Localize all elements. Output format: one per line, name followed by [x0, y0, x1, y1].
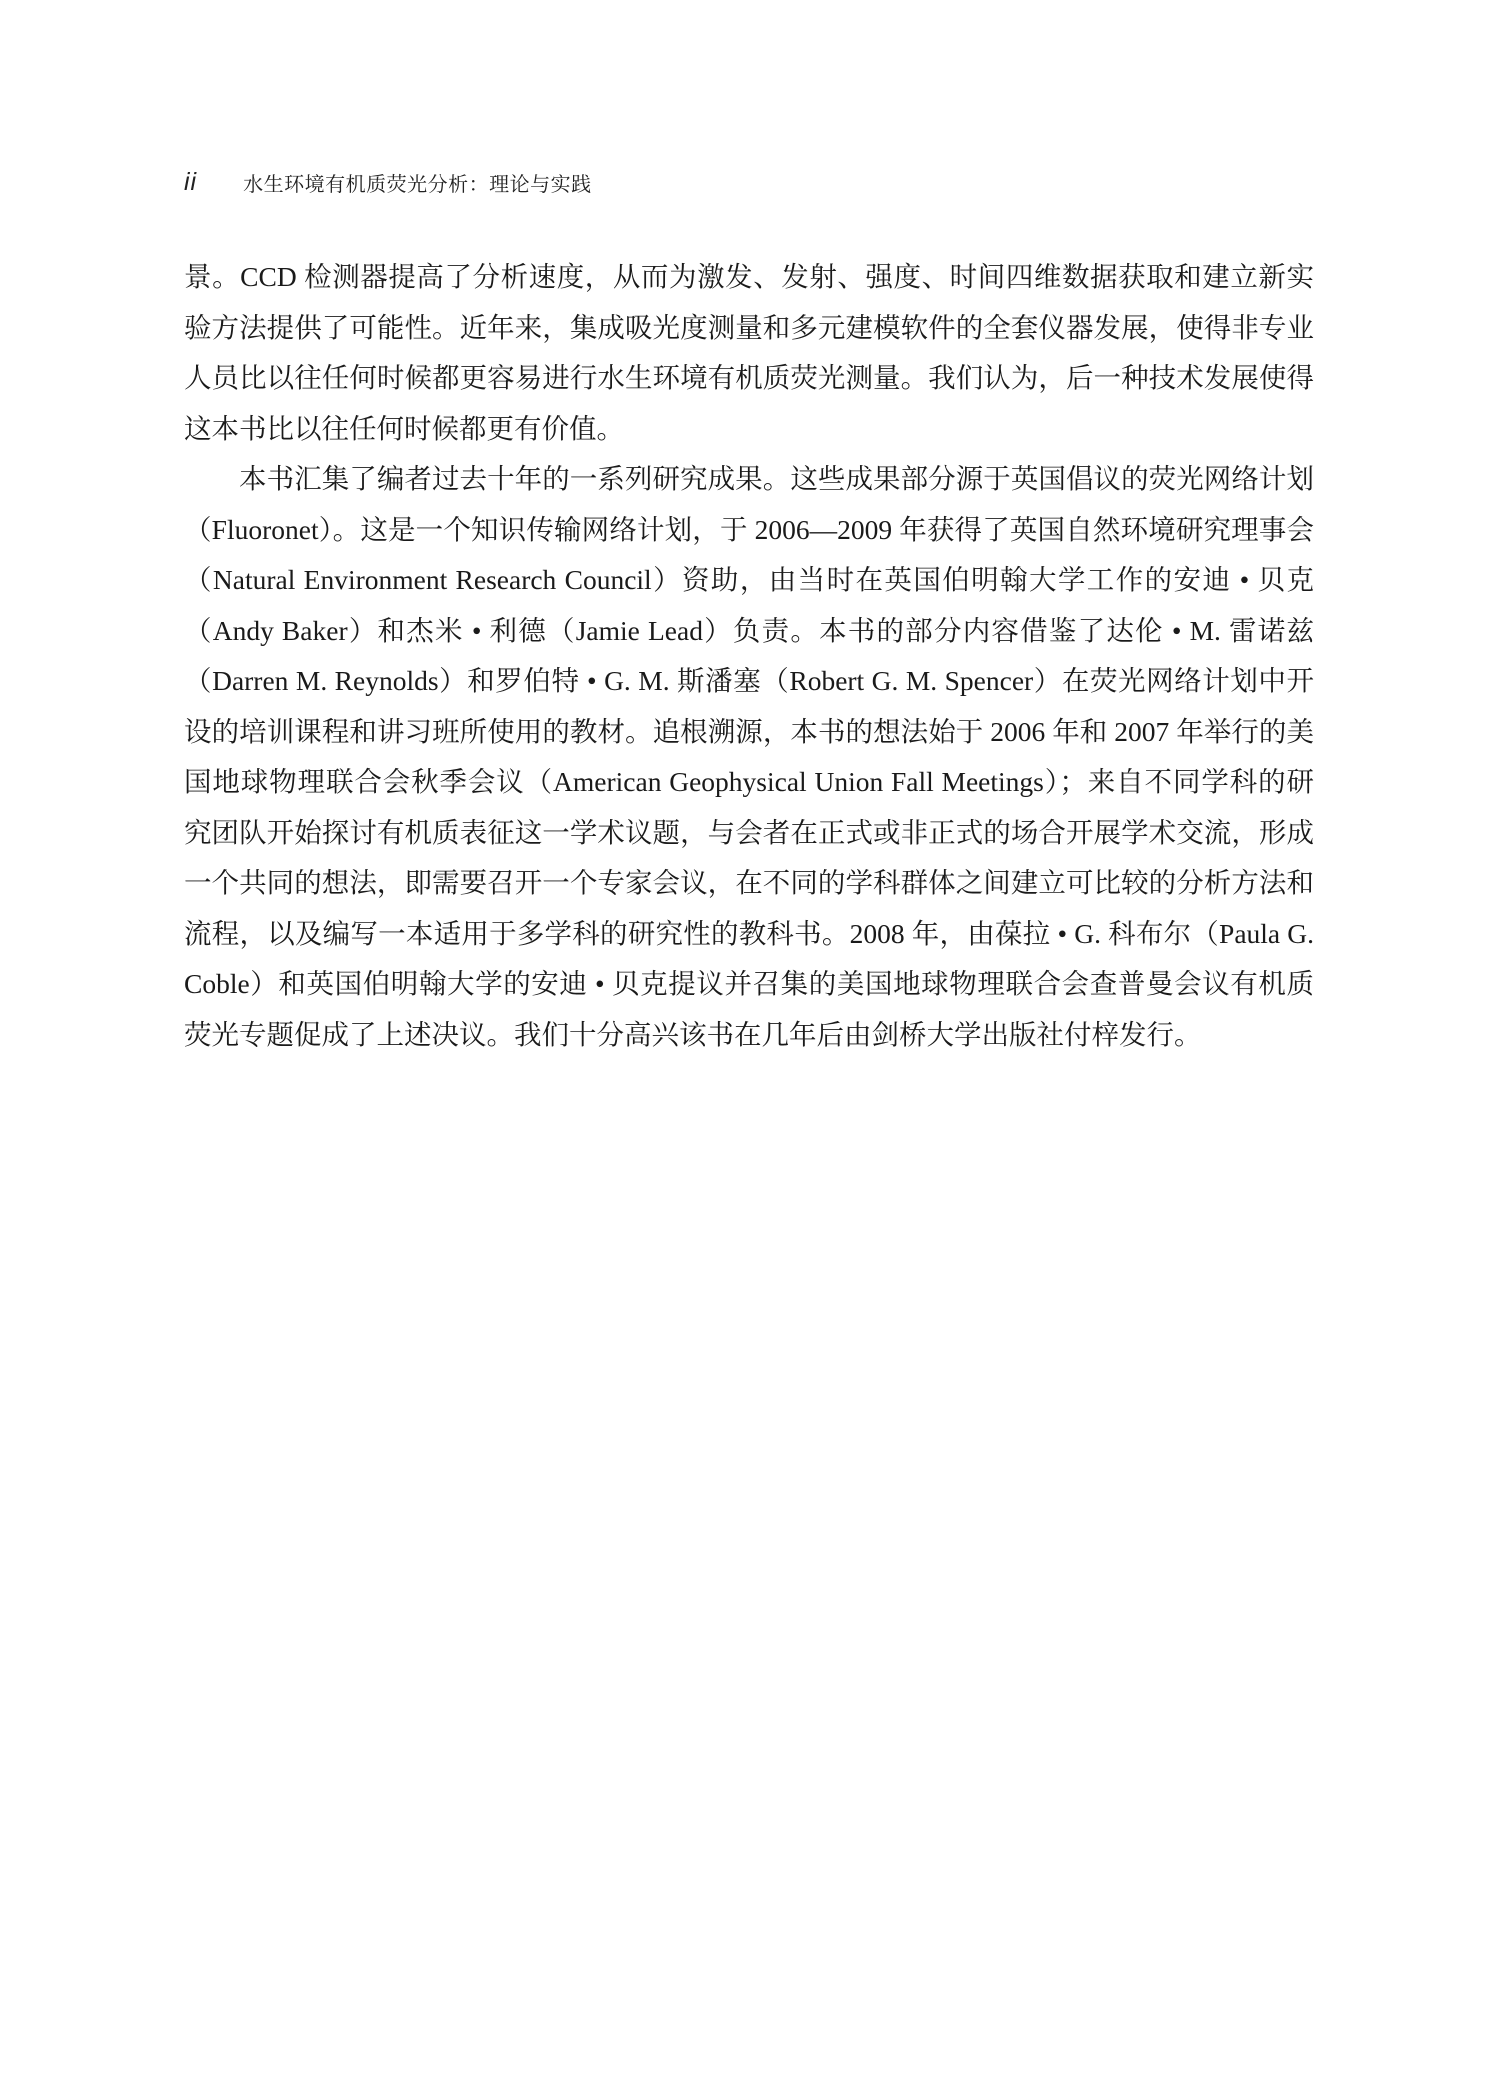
running-header — [184, 166, 592, 198]
paragraph-continued: 景。CCD 检测器提高了分析速度，从而为激发、发射、强度、时间四维数据获取和建立新实验方法提供了可能性。近年来，集成吸光度测量和多元建模软件的全套仪器发展，使得非专业人员比以往任何时候都更容易进行水生环境有机质荧光测量。我们认为，后一种技术发展使得这本书比以往任何时候都更有价值。 — [184, 261, 1314, 444]
paragraph: 本书汇集了编者过去十年的一系列研究成果。这些成果部分源于英国倡议的荧光网络计划（Fluoronet）。这是一个知识传输网络计划，于 2006—2009 年获得了英国自然环境研究理事会（Natural Environment Research Council）资助，由当时在英国伯明翰大学工作的安迪 • 贝克（Andy Baker）和杰米 • 利德（Jamie Lead）负责。本书的部分内容借鉴了达伦 • M. 雷诺兹（Darren M. Reynolds）和罗伯特 • G. M. 斯潘塞（Robert G. M. Spencer）在荧光网络计划中开设的培训课程和讲习班所使用的教材。追根溯源，本书的想法始于 2006 年和 2007 年举行的美国地球物理联合会秋季会议（American Geophysical Union Fall Meetings）；来自不同学科的研究团队开始探讨有机质表征这一学术议题，与会者在正式或非正式的场合开展学术交流，形成一个共同的想法，即需要召开一个专家会议，在不同的学科群体之间建立可比较的分析方法和流程，以及编写一本适用于多学科的研究性的教科书。2008 年，由葆拉 • G. 科布尔（Paula G. Coble）和英国伯明翰大学的安迪 • 贝克提议并召集的美国地球物理联合会查普曼会议有机质荧光专题促成了上述决议。我们十分高兴该书在几年后由剑桥大学出版社付梓发行。 — [184, 463, 1315, 1050]
body-text — [184, 252, 1314, 1060]
book-title: 水生环境有机质荧光分析：理论与实践 — [243, 171, 592, 196]
page-number: ii — [184, 167, 198, 196]
